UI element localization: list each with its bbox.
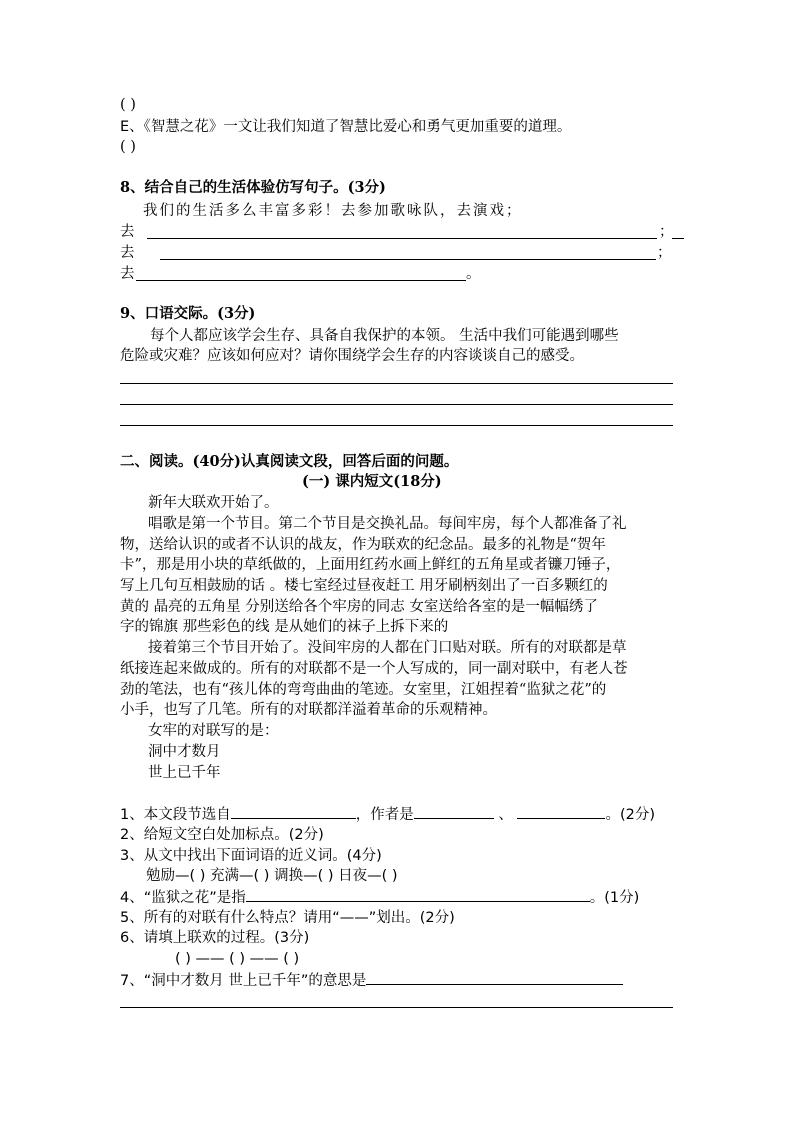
q8-line3-prefix: 去 <box>120 266 135 282</box>
q9-answer-line-2[interactable] <box>120 404 673 405</box>
question-6: 6、请填上联欢的过程。(3分) <box>120 930 310 946</box>
answer-paren-e: ( ) <box>120 139 136 155</box>
q9-prompt-line1: 每个人都应该学会生存、具备自我保护的本领。 生活中我们可能遇到哪些 <box>150 328 619 344</box>
q9-prompt-line2: 危险或灾难？应该如何应对？请你围绕学会生存的内容谈谈自己的感受。 <box>120 348 584 364</box>
q1-text-a: 1、本文段节选自 <box>120 807 231 823</box>
q8-line2-prefix: 去 <box>120 245 135 261</box>
passage-line-11: 小手，也写了几笔。所有的对联都洋溢着革命的乐观精神。 <box>120 702 497 718</box>
q8-line3-end: 。 <box>466 266 481 282</box>
q8-answer-line-1[interactable] <box>147 238 657 239</box>
q4-text-a: 4、“监狱之花”是指 <box>120 890 246 906</box>
q8-answer-line-1-tail <box>672 238 684 239</box>
q1-text-b: ，作者是 <box>355 807 414 823</box>
q4-text-b: 。(1分) <box>589 890 640 906</box>
q8-line1-prefix: 去 <box>120 224 135 240</box>
q4-blank[interactable] <box>246 887 590 902</box>
passage-line-9: 纸接连起来做成的。所有的对联都不是一个人写成的，同一副对联中，有老人苍 <box>120 661 628 677</box>
question-4 <box>120 887 639 908</box>
passage-line-4: 卡”，那是用小块的草纸做的，上面用红药水画上鲜红的五角星或者镰刀锤子， <box>120 557 621 573</box>
q8-line2-sep: ； <box>657 245 672 261</box>
q8-answer-line-3[interactable] <box>136 280 466 281</box>
passage-line-7: 字的锦旗 那些彩色的线 是从她们的袜子上拆下来的 <box>120 619 449 635</box>
q9-answer-line-1[interactable] <box>120 383 673 384</box>
passage-line-6: 黄的 晶亮的五角星 分别送给各个牢房的同志 女室送给各室的是一幅幅绣了 <box>120 599 598 615</box>
passage-line-2: 唱歌是第一个节目。第二个节目是交换礼品。每间牢房，每个人都准备了礼 <box>148 516 627 532</box>
q1-blank-author-1[interactable] <box>414 804 494 819</box>
q1-blank-author-2[interactable] <box>517 804 605 819</box>
q1-blank-source[interactable] <box>231 804 356 819</box>
passage-line-12: 女牢的对联写的是： <box>148 723 279 739</box>
answer-paren-top: ( ) <box>120 97 136 113</box>
question-2: 2、给短文空白处加标点。(2分) <box>120 827 324 843</box>
q7-blank-1[interactable] <box>366 970 623 985</box>
passage-line-8: 接着第三个节目开始了。没间牢房的人都在门口贴对联。所有的对联都是草 <box>148 640 627 656</box>
passage-line-3: 物，送给认识的或者不认识的战友，作为联欢的纪念品。最多的礼物是“贺年 <box>120 537 606 553</box>
q3-word-blanks[interactable]: 勉励—( ) 充满—( ) 调换—( ) 日夜—( ) <box>146 868 398 884</box>
part2-subheading: (一) 课内短文(18分) <box>302 473 442 490</box>
q8-title: 8、结合自己的生活体验仿写句子。(3分) <box>120 179 386 196</box>
q8-model-sentence: 我们的生活多么丰富多彩！去参加歌咏队，去演戏； <box>143 203 523 219</box>
couplet-line-2: 世上已千年 <box>148 765 221 781</box>
passage-line-1: 新年大联欢开始了。 <box>148 495 279 511</box>
q8-answer-line-2[interactable] <box>160 259 656 260</box>
question-3: 3、从文中找出下面词语的近义词。(4分) <box>120 848 382 864</box>
passage-line-10: 劲的笔法，也有“孩儿体的弯弯曲曲的笔迹。女室里，江姐捏着“监狱之花”的 <box>120 682 607 698</box>
question-7 <box>120 970 623 991</box>
q1-text-d: 。(2分) <box>605 807 655 823</box>
item-e: E、《智慧之花》一文让我们知道了智慧比爱心和勇气更加重要的道理。 <box>120 119 572 135</box>
passage-line-5: 写上几句互相鼓励的话 。楼七室经过昼夜赶工 用牙刷柄刻出了一百多颗红的 <box>120 578 608 594</box>
q8-line1-sep: ； <box>659 224 674 240</box>
q7-text: 7、“洞中才数月 世上已千年”的意思是 <box>120 973 367 989</box>
couplet-line-1: 洞中才数月 <box>148 744 221 760</box>
q9-title: 9、口语交际。(3分) <box>120 305 256 322</box>
q1-text-c: 、 <box>498 807 513 823</box>
q6-process-blanks[interactable]: ( ) —— ( ) —— ( ) <box>175 951 300 967</box>
q7-answer-line-2[interactable] <box>120 1007 673 1008</box>
q9-answer-line-3[interactable] <box>120 425 673 426</box>
question-5: 5、所有的对联有什么特点？请用“——”划出。(2分) <box>120 910 455 926</box>
question-1 <box>120 804 655 825</box>
part2-heading: 二、阅读。(40分)认真阅读文段，回答后面的问题。 <box>120 453 459 470</box>
